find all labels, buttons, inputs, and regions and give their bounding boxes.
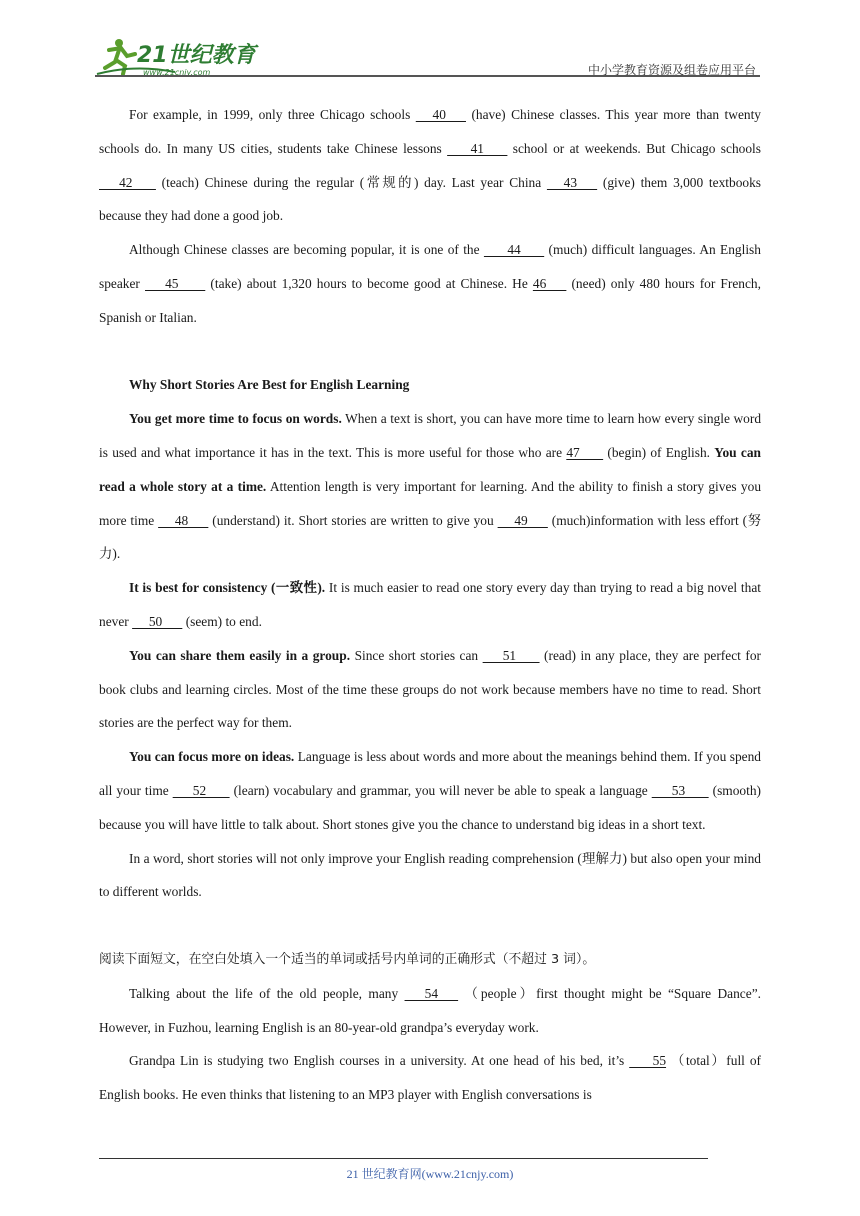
site-logo (95, 34, 265, 78)
blank-46[interactable]: 46 (532, 275, 567, 291)
paragraph-2: Although Chinese classes are becoming popular, it is one of the 44 (much) difficult languages. An English speaker 45 (take) about 1,320 hours to become good at Chinese. He 46 (need) only 480 hours for French, Spanish or Italian. (99, 233, 761, 334)
paragraph-7: In a word, short stories will not only improve your English reading comprehension (理解力) but also open your mind to different worlds. (99, 850, 761, 900)
paragraph-8: Talking about the life of the old people, many 54 （people）first thought might be “Square Dance”. However, in Fuzhou, learning English is an 80-year-old grandpa’s everyday work. (99, 977, 761, 1045)
blank-42[interactable]: 42 (99, 174, 156, 190)
blank-40[interactable]: 40 (415, 107, 466, 122)
svg-text:www.21cnjy.com: www.21cnjy.com (143, 68, 211, 77)
svg-text:21世纪教育: 21世纪教育 (137, 43, 256, 68)
instruction-text: 阅读下面短文，在空白处填入一个适当的单词或括号内单词的正确形式（不超过 3 词）。 (99, 951, 596, 967)
blank-44[interactable]: 44 (483, 242, 545, 258)
paragraph-1: For example, in 1999, only three Chicago schools 40 (have) Chinese classes. This year more than twenty schools do. In many US cities, students take Chinese lessons 41 school or at weekends. But Chicago schools 42 (teach) Chinese during the regular (常规的) day. Last year China 43 (give) them 3,000 textbooks because they had done a good job. (99, 98, 761, 233)
blank-52[interactable]: 52 (172, 782, 230, 798)
paragraph-3: You get more time to focus on words. When a text is short, you can have more time to learn how every single word is used and what importance it has in the text. This is more useful for those who are 47 (begin) of English. You can read a whole story at a time. Attention length is very important for learning. And the ability to finish a story gives you more time 48 (understand) it. Short stories are written to give you 49 (much)information with less effort (努力). (99, 411, 762, 562)
section-title: Why Short Stories Are Best for English Learning (129, 377, 410, 393)
document-body (99, 98, 761, 1112)
blank-43[interactable]: 43 (546, 174, 598, 190)
blank-48[interactable]: 48 (158, 512, 209, 528)
header-divider (95, 75, 760, 77)
blank-47[interactable]: 47 (566, 444, 604, 460)
paragraph-6: You can focus more on ideas. Language is less about words and more about the meanings behind them. If you spend all your time 52 (learn) vocabulary and grammar, you will never be able to speak a language 53 (smooth) because you will have little to talk about. Short stones give you the chance to understand big ideas in a short text. (99, 749, 761, 832)
blank-51[interactable]: 51 (482, 647, 540, 663)
site-name: 中小学教育资源及组卷应用平台 (587, 63, 756, 77)
blank-45[interactable]: 45 (145, 275, 206, 291)
footer-divider (99, 1158, 708, 1159)
blank-53[interactable]: 53 (651, 782, 709, 798)
blank-41[interactable]: 41 (447, 140, 508, 156)
page-header (95, 30, 760, 78)
paragraph-9: Grandpa Lin is studying two English courses in a university. At one head of his bed, it’s 55 （total）full of English books. He even thinks that listening to an MP3 player with English conversations is (99, 1044, 761, 1112)
paragraph-5: You can share them easily in a group. Since short stories can 51 (read) in any place, they are perfect for book clubs and learning circles. Most of the time these groups do not work because members have no time to read. Short stories are the perfect way for them. (99, 639, 761, 740)
paragraph-4: It is best for consistency (一致性). It is much easier to read one story every day than trying to read a big novel that never 50 (seem) to end. (99, 571, 761, 639)
blank-54[interactable]: 54 (404, 985, 459, 1001)
blank-55[interactable]: 55 (629, 1053, 667, 1069)
blank-49[interactable]: 49 (497, 512, 548, 528)
page-footer: 21 世纪教育网(www.21cnjy.com) (346, 1167, 514, 1181)
blank-50[interactable]: 50 (132, 613, 183, 629)
